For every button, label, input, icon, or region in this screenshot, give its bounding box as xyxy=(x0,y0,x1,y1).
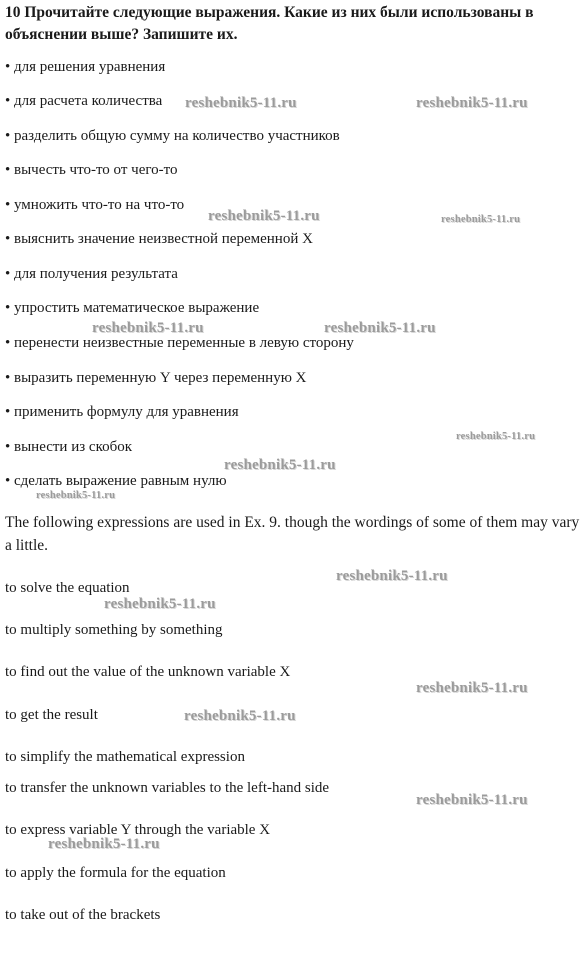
watermark: reshebnik5-11.ru xyxy=(416,95,528,111)
watermark: reshebnik5-11.ru xyxy=(48,836,160,852)
ru-item-9: • перенести неизвестные переменные в левую сторону xyxy=(5,335,354,351)
watermark: reshebnik5-11.ru xyxy=(104,596,216,612)
en-item-1: to solve the equation xyxy=(5,580,130,596)
watermark: reshebnik5-11.ru xyxy=(36,490,116,501)
ru-item-1: • для решения уравнения xyxy=(5,59,166,75)
watermark: reshebnik5-11.ru xyxy=(456,431,536,442)
exercise-heading: 10 Прочитайте следующие выражения. Какие из них были использованы в объяснении выше? Запишите их. xyxy=(5,4,534,43)
watermark: reshebnik5-11.ru xyxy=(185,95,297,111)
ru-item-7: • для получения результата xyxy=(5,266,178,282)
watermark: reshebnik5-11.ru xyxy=(184,708,296,724)
ru-item-10: • выразить переменную Y через переменную X xyxy=(5,370,307,386)
watermark: reshebnik5-11.ru xyxy=(208,208,320,224)
en-item-8: to apply the formula for the equation xyxy=(5,865,226,881)
ru-item-8: • упростить математическое выражение xyxy=(5,300,260,316)
ru-item-3: • разделить общую сумму на количество участников xyxy=(5,128,340,144)
watermark: reshebnik5-11.ru xyxy=(441,214,521,225)
en-item-9: to take out of the brackets xyxy=(5,907,161,923)
watermark: reshebnik5-11.ru xyxy=(324,320,436,336)
watermark: reshebnik5-11.ru xyxy=(416,792,528,808)
explanation-paragraph: The following expressions are used in Ex. 9. though the wordings of some of them may vary a little. xyxy=(5,514,580,554)
ru-item-6: • выяснить значение неизвестной переменной X xyxy=(5,231,313,247)
en-item-3: to find out the value of the unknown variable X xyxy=(5,664,291,680)
en-item-5: to simplify the mathematical expression xyxy=(5,749,245,765)
watermark: reshebnik5-11.ru xyxy=(416,680,528,696)
watermark: reshebnik5-11.ru xyxy=(336,568,448,584)
ru-item-12: • вынести из скобок xyxy=(5,439,133,455)
watermark: reshebnik5-11.ru xyxy=(92,320,204,336)
watermark: reshebnik5-11.ru xyxy=(224,457,336,473)
en-item-7: to express variable Y through the variable X xyxy=(5,822,271,838)
en-item-6: to transfer the unknown variables to the left-hand side xyxy=(5,780,330,796)
ru-item-2: • для расчета количества xyxy=(5,93,163,109)
en-item-2: to multiply something by something xyxy=(5,622,223,638)
en-item-4: to get the result xyxy=(5,707,98,723)
ru-item-5: • умножить что-то на что-то xyxy=(5,197,185,213)
ru-item-4: • вычесть что-то от чего-то xyxy=(5,162,178,178)
ru-item-13: • сделать выражение равным нулю xyxy=(5,473,227,489)
ru-item-11: • применить формулу для уравнения xyxy=(5,404,239,420)
